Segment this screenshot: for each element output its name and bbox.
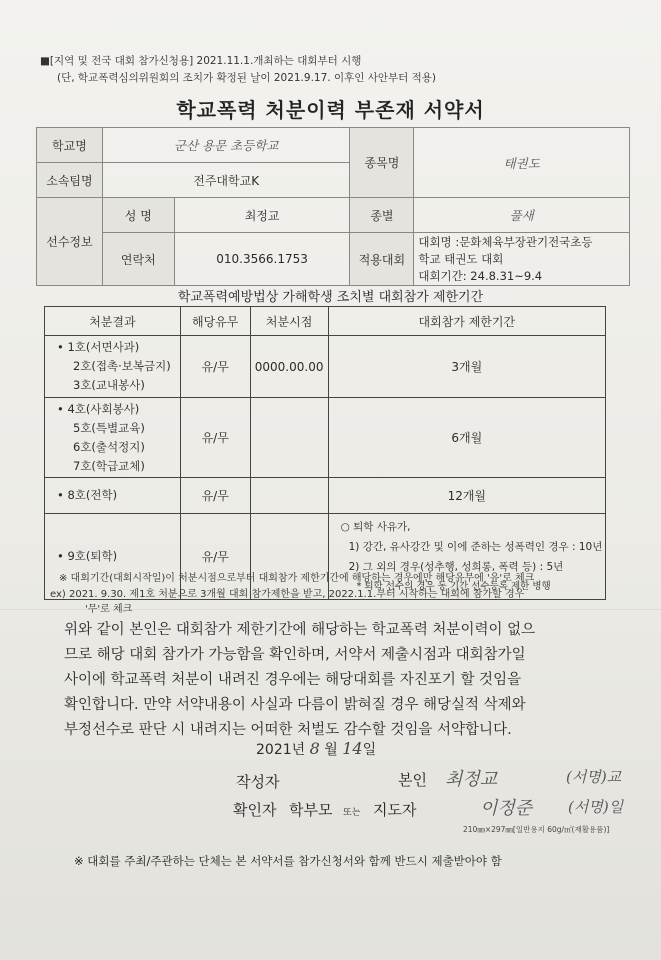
name-label: 성 명 [102,198,174,233]
header-note: (단, 학교폭력심의위원회의 조치가 확정된 날이 2021.9.17. 이후인 사안부터 적용) [57,72,437,84]
row3-period: 12개월 [328,478,605,514]
date-month-suffix: 월 [324,742,338,758]
header-result: 처분결과 [45,307,181,336]
player-info-label: 선수정보 [37,198,103,286]
row1-applicable: 유/무 [180,336,250,398]
info-table [36,127,630,286]
item-level1: • 1호(서면사과) [57,340,140,354]
restriction-subtitle: 학교폭력예방법상 가해학생 조치별 대회참가 제한기간 [177,290,484,305]
competition-name-line2: 학교 태권도 대회 [418,251,504,266]
or-label: 또는 [343,808,361,818]
row2-date [250,398,328,478]
paper-fold [0,609,661,610]
date-day-suffix: 일 [362,742,377,758]
expulsion-note: * 퇴학 선수의 경우 동 기간 선수등록 제한 병행 [356,580,551,592]
pledge-text [64,618,624,743]
confirmer-label: 확인자 [233,801,277,819]
item-level4: • 4호(사회봉사) [57,401,140,416]
date-year: 2021 [256,742,292,758]
event-value: 태권도 [414,128,630,198]
contact-label: 연락처 [102,233,174,286]
row2-period: 6개월 [328,398,605,478]
pledge-date [256,739,376,759]
row4-applicable: 유/무 [180,514,250,600]
row3-date [250,478,328,514]
expulsion-rule2: 2) 그 외의 경우(성추행, 성희롱, 폭력 등) : 5년 [348,560,564,573]
pledge-line: 위와 같이 본인은 대회참가 제한기간에 해당하는 학교폭력 처분이력이 없으 [64,622,536,638]
header-notice: ■[지역 및 전국 대회 참가신청용] 2021.11.1.개최하는 대회부터 시행 [40,55,362,67]
coach-name: 이정준 [480,798,533,819]
row1-period: 3개월 [328,336,605,398]
footer-note: ※ 대회를 주최/주관하는 단체는 본 서약서를 참가신청서와 함께 반드시 제출받아야 함 [74,854,502,868]
school-label: 학교명 [37,128,103,163]
contact-value: 010.3566.1753 [174,233,350,286]
row2-applicable: 유/무 [180,398,250,478]
restriction-table [44,306,606,600]
event-label: 종목명 [350,128,414,198]
note-example: ex) 2021. 9.30. 제1호 처분으로 3개월 대회 참가제한을 받고, 2022.1.1.부터 시작하는 대회에 참가할 경우 [50,589,525,600]
item-level2: 2호(접촉·보복금지) [73,359,171,373]
paper-spec: 210㎜×297㎜[일반용지 60g/㎡(재활용품)] [463,825,610,834]
item-level7: 7호(학급교체) [73,458,145,473]
competition-period: 대회기간: 24.8.31~9.4 [418,268,543,283]
row2-items [45,398,181,478]
writer-label: 작성자 [236,773,280,791]
name-value: 최정교 [174,198,350,233]
pledge-line: 확인합니다. 만약 서약내용이 사실과 다름이 밝혀질 경우 해당실적 삭제와 [64,697,526,713]
header-date: 처분시점 [250,307,328,336]
row3-applicable: 유/무 [180,478,250,514]
item-level5: 5호(특별교육) [73,420,145,435]
competition-label: 적용대회 [350,233,414,286]
item-level8: • 8호(전학) [57,488,118,502]
team-label: 소속팀명 [37,163,103,198]
row1-items [45,336,181,398]
pledge-line: 부정선수로 판단 시 내려지는 어떠한 처벌도 감수할 것임을 서약합니다. [64,722,512,738]
document-title: 학교폭력 처분이력 부존재 서약서 [176,98,485,122]
header-applicable: 해당유무 [180,307,250,336]
parent-label: 학부모 [289,801,333,819]
date-month: 8 [309,739,320,758]
item-level9: • 9호(퇴학) [57,549,118,563]
pledge-line: 사이에 학교폭력 처분이 내려진 경우에는 해당대회를 자진포기 할 것임을 [64,672,522,688]
competition-name-line1: 대회명 :문화체육부장관기전국초등 [418,234,593,249]
competition-value [414,233,630,286]
row1-date: 0000.00.00 [250,336,328,398]
date-day: 14 [342,739,363,758]
pledge-line: 므로 해당 대회 참가가 가능함을 확인하며, 서약서 제출시점과 대회참가일 [64,647,526,663]
category-label: 종별 [350,198,414,233]
school-value: 군산 용문 초등학교 [102,128,350,163]
note-check-rule: ※ 대회기간(대회시작일)이 처분시점으로부터 대회참가 제한기간에 해당하는 경우에만 해당유무에 '유'로 체크 [59,573,535,584]
self-label: 본인 [398,771,427,789]
date-year-suffix: 년 [291,742,306,758]
header-period: 대회참가 제한기간 [328,307,605,336]
row3-items [45,478,181,514]
expulsion-heading: ○ 퇴학 사유가, [340,520,411,533]
item-level3: 3호(교내봉사) [73,378,145,392]
expulsion-rule1: 1) 강간, 유사강간 및 이에 준하는 성폭력인 경우 : 10년 [348,540,603,553]
item-level6: 6호(출석정지) [73,439,145,454]
self-name: 최정교 [445,769,498,790]
category-value: 풀새 [414,198,630,233]
coach-label: 지도자 [373,801,417,819]
coach-signature: (서명)일 [568,798,624,816]
self-signature: (서명)교 [566,768,622,786]
note-example-cont: '무'로 체크 [85,604,133,615]
team-value: 전주대학교K [102,163,350,198]
